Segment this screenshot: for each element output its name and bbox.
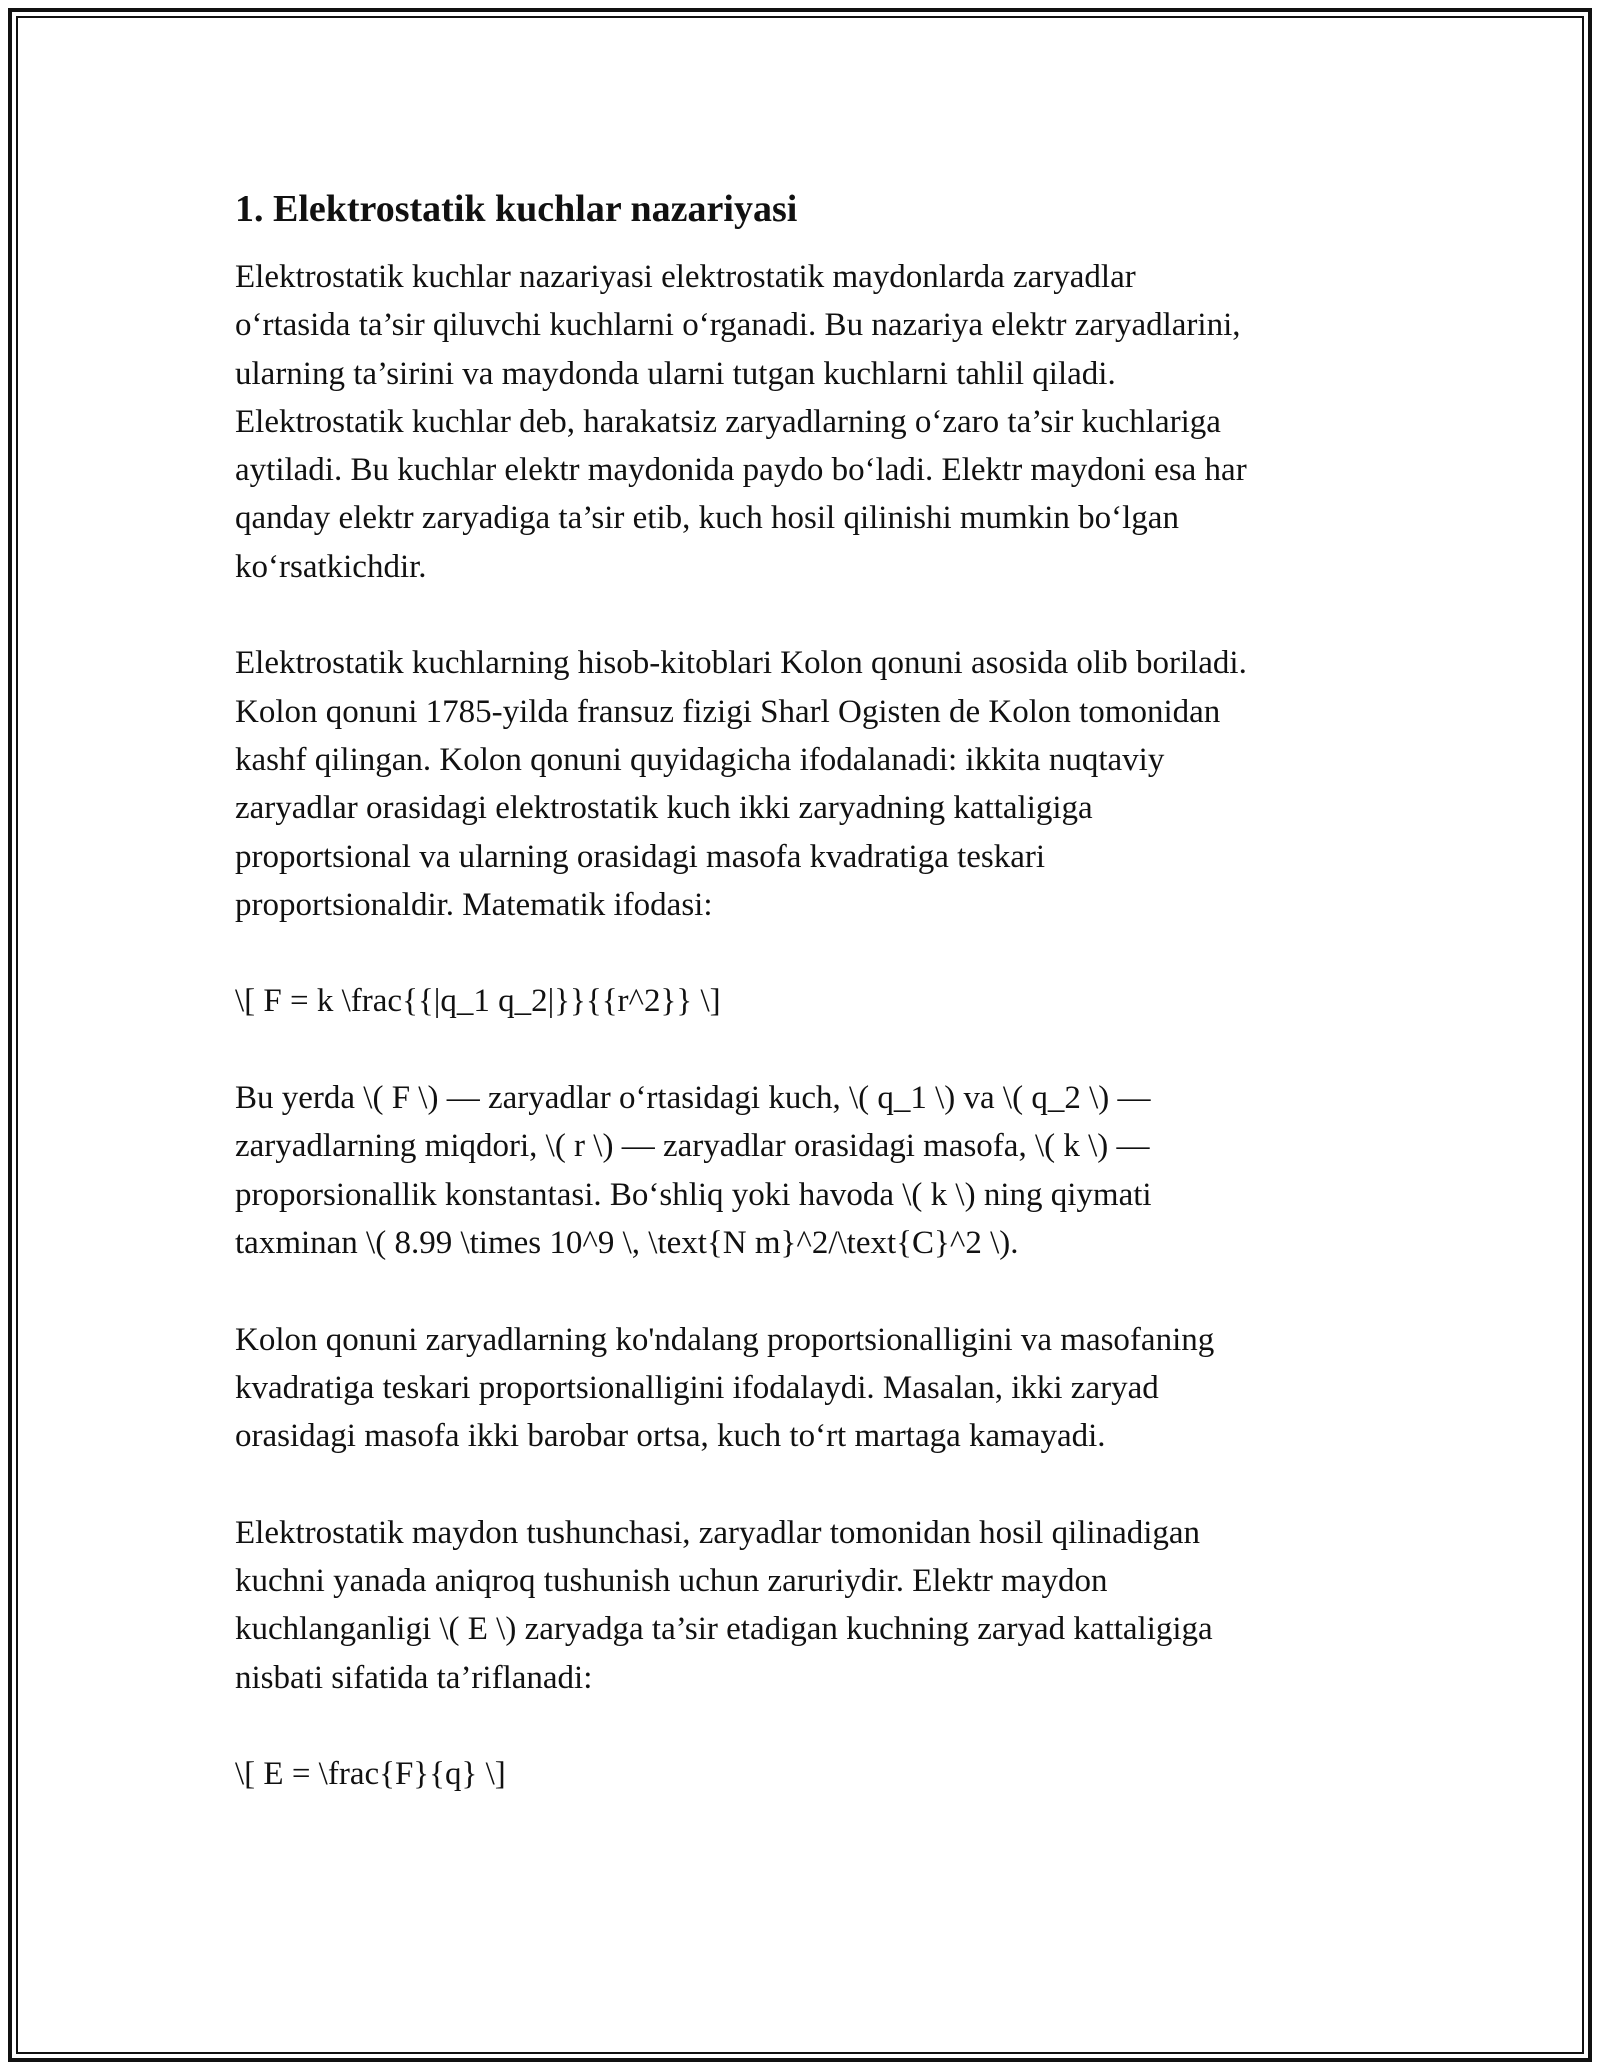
paragraph-line: orasidagi masofa ikki barobar ortsa, kuch to‘rt martaga kamayadi. [235,1418,1106,1455]
body-paragraph [235,1074,1365,1267]
paragraph-line: qanday elektr zaryadiga ta’sir etib, kuch hosil qilinishi mumkin bo‘lgan [235,500,1179,537]
document-body [235,185,1365,1799]
display-formula [235,977,1365,1025]
paragraph-gap [235,591,1365,639]
paragraph-line: Bu yerda \( F \) — zaryadlar o‘rtasidagi kuch, \( q_1 \) va \( q_2 \) — [235,1080,1151,1117]
body-paragraph [235,639,1365,929]
paragraph-line: kuchni yanada aniqroq tushunish uchun zaruriydir. Elektr maydon [235,1563,1108,1600]
paragraph-gap [235,1026,1365,1074]
paragraph-gap [235,1460,1365,1508]
formula-line: \[ F = k \frac{{|q_1 q_2|}}{{r^2}} \] [235,983,721,1020]
paragraph-line: kashf qilingan. Kolon qonuni quyidagicha ifodalanadi: ikkita nuqtaviy [235,741,1165,778]
paragraph-line: Kolon qonuni zaryadlarning ko'ndalang proportsionalligini va masofaning [235,1321,1215,1358]
paragraph-line: Elektrostatik maydon tushunchasi, zaryadlar tomonidan hosil qilinadigan [235,1514,1201,1551]
paragraph-line: kuchlanganligi \( E \) zaryadga ta’sir etadigan kuchning zaryad kattaligiga [235,1611,1213,1648]
paragraph-line: Kolon qonuni 1785-yilda fransuz fizigi Sharl Ogisten de Kolon tomonidan [235,693,1221,730]
body-paragraph [235,1509,1365,1702]
paragraph-gap [235,929,1365,977]
paragraph-line: zaryadlar orasidagi elektrostatik kuch ikki zaryadning kattaligiga [235,790,1093,827]
paragraph-line: Elektrostatik kuchlar deb, harakatsiz zaryadlarning o‘zaro ta’sir kuchlariga [235,403,1221,440]
section-heading: 1. Elektrostatik kuchlar nazariyasi [235,188,798,230]
paragraph-line: Elektrostatik kuchlarning hisob-kitoblari Kolon qonuni asosida olib boriladi. [235,645,1247,682]
display-formula [235,1750,1365,1798]
paragraph-container [235,253,1365,1799]
paragraph-line: aytiladi. Bu kuchlar elektr maydonida paydo bo‘ladi. Elektr maydoni esa har [235,452,1247,489]
paragraph-gap [235,1702,1365,1750]
paragraph-line: zaryadlarning miqdori, \( r \) — zaryadlar orasidagi masofa, \( k \) — [235,1128,1150,1165]
body-paragraph [235,253,1365,591]
paragraph-line: ularning ta’sirini va maydonda ularni tutgan kuchlarni tahlil qiladi. [235,355,1116,392]
body-paragraph [235,1316,1365,1461]
paragraph-gap [235,1267,1365,1315]
paragraph-line: kvadratiga teskari proportsionalligini ifodalaydi. Masalan, ikki zaryad [235,1369,1159,1406]
paragraph-line: taxminan \( 8.99 \times 10^9 \, \text{N m}^2/\text{C}^2 \). [235,1224,1019,1261]
paragraph-line: nisbati sifatida ta’riflanadi: [235,1659,593,1696]
formula-line: \[ E = \frac{F}{q} \] [235,1756,506,1793]
paragraph-line: ko‘rsatkichdir. [235,548,427,585]
paragraph-line: proportsional va ularning orasidagi masofa kvadratiga teskari [235,838,1046,875]
paragraph-line: Elektrostatik kuchlar nazariyasi elektrostatik maydonlarda zaryadlar [235,259,1136,295]
paragraph-line: proporsionallik konstantasi. Bo‘shliq yoki havoda \( k \) ning qiymati [235,1176,1152,1213]
paragraph-line: o‘rtasida ta’sir qiluvchi kuchlarni o‘rganadi. Bu nazariya elektr zaryadlarini, [235,307,1241,344]
paragraph-line: proportsionaldir. Matematik ifodasi: [235,886,713,923]
